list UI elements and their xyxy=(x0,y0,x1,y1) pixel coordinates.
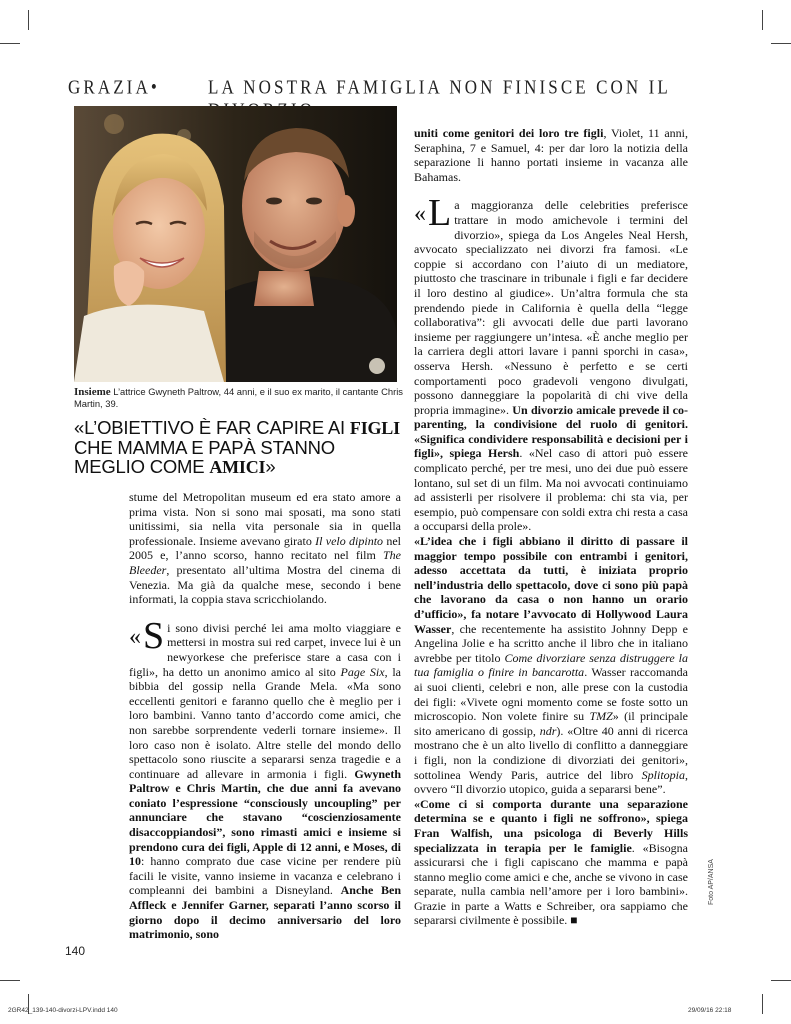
crop-mark xyxy=(28,10,29,30)
couple-photo xyxy=(74,106,397,382)
caption-label: Insieme xyxy=(74,386,111,398)
pull-quote-emphasis: AMICI xyxy=(209,457,266,477)
crop-mark xyxy=(771,43,791,44)
caption-text: L’attrice Gwyneth Paltrow, 44 anni, e il suo ex marito, il cantante Chris Martin, 39. xyxy=(74,386,403,409)
print-slug-date: 29/09/16 22:18 xyxy=(688,1007,732,1014)
article-paragraph: uniti come genitori dei loro tre figli, Violet, 11 anni, Seraphina, 7 e Samuel, 4: per dar loro la notizia della separazione li hanno portati insieme in vacanza alle Bahamas. xyxy=(414,126,688,184)
pull-quote-emphasis: FIGLI xyxy=(349,418,400,438)
article-column-right xyxy=(414,126,688,928)
end-mark: ■ xyxy=(570,913,578,928)
article-paragraph: «Come ci si comporta durante una separazione determina se e quanto i figli ne soffrono», spiega Fran Walfish, una psicologa di Beverly Hills specializzata in terapia per le famiglie. «Bisogna assicurarsi che i figli capiscano che mamma e papà stanno meglio come amici e che, anche se vivono in case separate, nulla cambia nell’amore per i loro bambini». Grazie in parte a Watts e Schreiber, ora sappiamo che separarsi civilmente è possibile. ■ xyxy=(414,796,688,928)
magazine-brand: GRAZIA• xyxy=(68,76,160,98)
crop-mark xyxy=(0,43,20,44)
photo-caption xyxy=(74,386,404,410)
article-paragraph: stume del Metropolitan museum ed era stato amore a prima vista. Non si sono mai sposati, ma sono stati unitissimi, sia nella vita personale sia in quella professionale. Insieme avevano girato Il velo dipinto nel 2005 e, l’anno scorso, hanno recitato nel film The Bleeder, presentato all’ultima Mostra del cinema di Venezia. Ma già da qualche mese, secondo i bene informati, la coppia stava scricchiolando. xyxy=(129,490,402,607)
pull-quote-text: CHE MAMMA E PAPÀ STANNO MEGLIO COME xyxy=(74,437,335,477)
pull-quote xyxy=(74,418,404,477)
running-header xyxy=(68,76,728,100)
article-paragraph: «L a maggioranza delle celebrities preferisce trattare in modo amichevole i termini del divorzio», spiega da Los Angeles Neal Hersh, avvocato specializzato nei divorzi fra famosi. «Le coppie si accordano con l’aiuto di un mediatore, piuttosto che trascinare in tribunale i figli e far decidere il loro destino al giudice». Un’altra formula che sta prendendo piede in California è quella della “legge collaborativa”: gli avvocati delle due parti lavorano insieme per raggiungere un’intesa. «È anche meglio per la carriera degli attori lavare i panni sporchi in casa», osserva Hersh. «Nessuno è perfetto e se certi comportamenti poco gradevoli vengono divulgati, possono danneggiare la popolarità di chi vive della propria immagine». Un divorzio amicale prevede il co-parenting, la condivisione del ruolo di genitori. «Significa condividere responsabilità e decisioni per i figli», spiega Hersh. «Nel caso di attori può essere complicato perché, per tre mesi, uno dei due può essere lontano, sul set di un film. Ma noi avvocati continuiamo ad assisterli per risolvere il problema: chi sta via, per esempio, può compensare con soldi extra chi resta a casa a occuparsi della prole». xyxy=(414,192,689,534)
crop-mark xyxy=(0,980,20,981)
page-number: 140 xyxy=(65,944,86,958)
section-title: LA NOSTRA FAMIGLIA NON FINISCE CON IL xyxy=(208,76,671,98)
article-column-left xyxy=(129,490,401,942)
article-paragraph: «S i sono divisi perché lei ama molto viaggiare e mettersi in mostra sui red carpet, invece lui è un newyorkese che preferisce stare a casa con i figli», ha detto un anonimo amico al sito Page Six, la bibbia del gossip nella Grande Mela. «Ma sono eccellenti genitori e faranno quello che è meglio per i loro bambini. Vanno tanto d’accordo come amici, che non sarebbe sorprendente vederli tornare insieme». Il loro caso non è isolato. Altre stelle del mondo dello spettacolo sono riuscite a separarsi senza tragedie e a continuare ad allevare in armonia i figli. Gwyneth Paltrow e Chris Martin, che due anni fa avevano coniato l’espressione “consciously uncoupling” per annunciare che stavano “coscienziosamente disaccoppiandosi”, sono rimasti amici e insieme si prendono cura dei figli, Apple di 12 anni, e Moses, di 10: hanno comprato due case vicine per rendere più facili le visite, vanno insieme in vacanza e celebrano i compleanni dei bambini a Disneyland. Anche Ben Affleck e Jennifer Garner, separati l’anno scorso il giorno dopo il decimo anniversario del loro matrimonio, sono xyxy=(129,614,402,942)
photo-credit: Foto AP/ANSA xyxy=(708,859,715,905)
pull-quote-text: » xyxy=(265,456,276,477)
drop-cap: «L xyxy=(414,192,452,235)
crop-mark xyxy=(762,994,763,1014)
drop-cap: «S xyxy=(129,614,165,657)
crop-mark xyxy=(762,10,763,30)
crop-mark xyxy=(771,980,791,981)
article-paragraph: «L’idea che i figli abbiano il diritto di passare il maggior tempo possibile con entrambi i genitori, adesso accettata da tutti, è iniziata proprio nell’industria dello spettacolo, dove ci sono più papà che lavorano da casa o non hanno un orario d’ufficio», fa notare l’avvocato di Hollywood Laura Wasser, che recentemente ha assistito Johnny Depp e Angelina Jolie e ha scritto anche il libro che in italiano avrebbe per titolo Come divorziare senza distruggere la tua famiglia o finire in bancarotta. Wasser raccomanda ai suoi clienti, celebri e non, alle prese con la custodia dei figli: «Vivete ogni momento come se foste sotto un microscopio. Non volete finire su TMZ» (il principale sito americano di gossip, ndr). «Oltre 40 anni di ricerca mostrano che è un alto livello di conflitto a danneggiare i figli, non la condizione di divorziati dei genitori», sottolinea Wendy Paris, autrice del libro Splitopia, ovvero “Il divorzio utopico, guida a separarsi bene”. xyxy=(414,534,689,797)
print-slug-file: 2GR42_139-140-divorzi-LPV.indd 140 xyxy=(8,1007,118,1014)
pull-quote-text: «L’OBIETTIVO È FAR CAPIRE AI xyxy=(74,417,350,438)
